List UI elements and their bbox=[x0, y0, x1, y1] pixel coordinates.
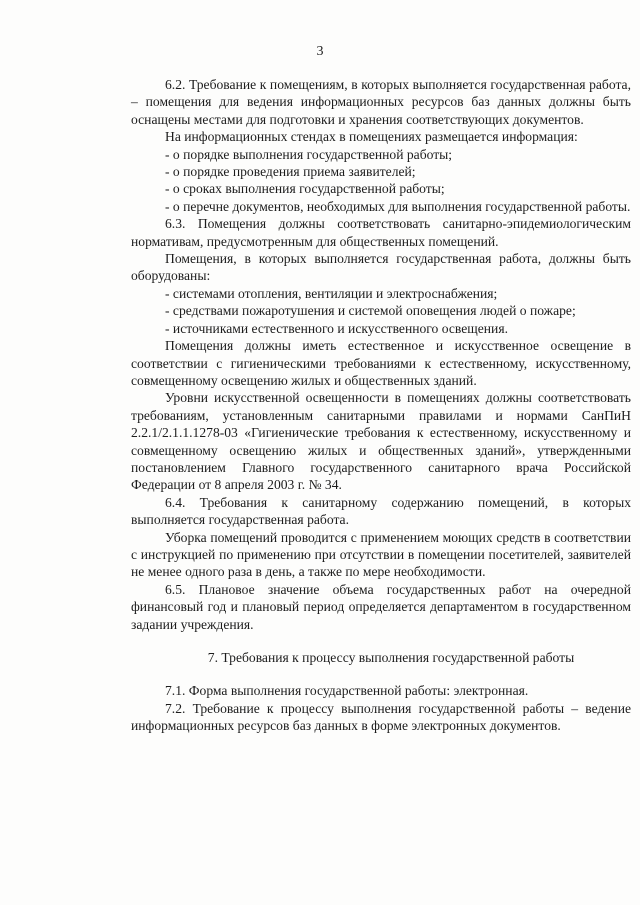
document-body bbox=[131, 76, 631, 735]
list-item: - системами отопления, вентиляции и электроснабжения; bbox=[165, 285, 498, 301]
paragraph-6-2: 6.2. Требование к помещениям, в которых выполняется государственная работа, – помещения для ведения информационных ресурсов баз данных должны быть оснащены местами для подготовки и хранения соответствующих документов. bbox=[131, 77, 631, 127]
paragraph-6-4: 6.4. Требования к санитарному содержанию помещений, в которых выполняется государственная работа. bbox=[131, 494, 631, 528]
list-item: - о перечне документов, необходимых для выполнения государственной работы. bbox=[165, 198, 631, 214]
section-7-heading: 7. Требования к процессу выполнения государственной работы bbox=[207, 650, 575, 665]
list-item: - о порядке проведения приема заявителей; bbox=[165, 164, 416, 180]
paragraph-stands-intro: На информационных стендах в помещениях размещается информация: bbox=[165, 129, 578, 145]
list-item: - о сроках выполнения государственной работы; bbox=[165, 181, 445, 197]
paragraph-sanpin: Уровни искусственной освещенности в помещениях должны соответствовать требованиям, установленным санитарными правилами и нормами СанПиН 2.2.1/2.1.1.1278-03 «Гигиенические требования к естественному, искусственному и совмещенному освещению жилых и общественных зданий», утвержденными постановлением Главного государственного санитарного врача Российской Федерации от 8 апреля 2003 г. № 34. bbox=[131, 390, 631, 493]
spacer bbox=[131, 666, 631, 682]
paragraph-equipment-intro: Помещения, в которых выполняется государственная работа, должны быть оборудованы: bbox=[131, 251, 631, 284]
spacer bbox=[131, 633, 631, 649]
list-item: - о порядке выполнения государственной работы; bbox=[165, 146, 453, 162]
list-item: - средствами пожаротушения и системой оповещения людей о пожаре; bbox=[165, 303, 576, 319]
paragraph-6-3: 6.3. Помещения должны соответствовать санитарно-эпидемиологическим нормативам, предусмотренным для общественных помещений. bbox=[131, 216, 631, 249]
paragraph-cleaning: Уборка помещений проводится с применением моющих средств в соответствии с инструкцией по применению при отсутствии в помещении посетителей, заявителей не менее одного раза в день, а также по мере необходимости. bbox=[131, 529, 631, 580]
list-item: - источниками естественного и искусственного освещения. bbox=[165, 320, 508, 336]
paragraph-lighting: Помещения должны иметь естественное и искусственное освещение в соответствии с гигиеническими требованиями к естественному, искусственному, совмещенному освещению жилых и общественных зданий. bbox=[131, 338, 631, 388]
paragraph-7-1: 7.1. Форма выполнения государственной работы: электронная. bbox=[165, 683, 529, 699]
paragraph-7-2: 7.2. Требование к процессу выполнения государственной работы – ведение информационных ресурсов баз данных в форме электронных документов. bbox=[131, 700, 631, 734]
page-number: 3 bbox=[316, 44, 324, 59]
paragraph-6-5: 6.5. Плановое значение объема государственных работ на очередной финансовый год и плановый период определяется департаментом в государственном задании учреждения. bbox=[131, 581, 631, 632]
